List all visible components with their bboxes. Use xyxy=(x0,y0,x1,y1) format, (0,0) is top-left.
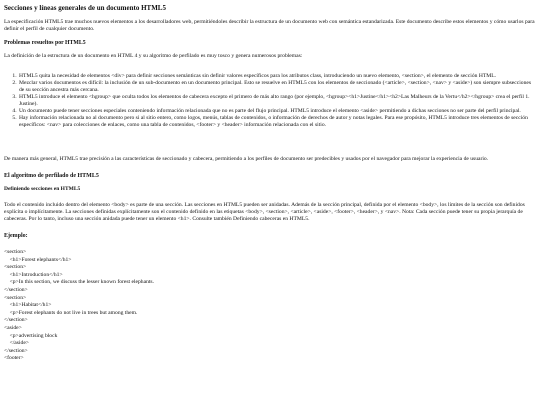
problems-list xyxy=(4,73,535,129)
algorithm-paragraph: Todo el contenido incluido dentro del elemento <body> es parte de una sección. Las secciones en HTML5 pueden ser anidadas. Además de la sección principal, definida por el elemento <body>, los límites de la sección son definidos explícita o implícitamente. La secciones definidas explícitamente son el contenido definido en las etiquetas <body>, <section>, <article>, <aside>, <footer>, <header>, y <nav>. Nota: Cada sección puede tener su propia jerarquía de cabeceras. Por lo tanto, incluso una sección anidada puede tener un elemento <h1>. Consulte también Definiendo cabeceras en HTML5. xyxy=(4,202,525,222)
problem-item: 3. HTML5 introduce el elemento <hgroup> que oculta todos los elementos de cabecera excepto el primero de más alto rango (por ejemplo, <hgroup><h1>Justine</h1><h2>Las Malheurs de la Vertu</h2></hgroup> crea el perfil 1. Justine). xyxy=(18,94,535,108)
problem-item: 2. Mezclar varios documentos es difícil: la inclusión de un sub-documento en un documento principal. Esto se resuelve en HTML5 con los elementos de seccionado (<article>, <section>, <nav> y <aside>) son siempre subsecciones de su sección ancestra más cercana. xyxy=(18,80,535,94)
code-line: <h1>Introduction</h1> xyxy=(4,271,63,278)
code-line: <h1>Habitat</h1> xyxy=(4,302,52,309)
code-line: </aside> xyxy=(4,340,29,347)
problem-item: 1. HTML5 quita la necesidad de elementos <div> para definir secciones semánticas sin definir valores específicos para los atributos class, introduciendo un nuevo elemento, <section>, el elemento de sección HTML. xyxy=(18,73,535,80)
code-line: </section> xyxy=(4,317,28,324)
code-line: <section> xyxy=(4,264,27,271)
code-example xyxy=(4,249,535,363)
spacer xyxy=(4,129,535,156)
page-title: Secciones y líneas generales de un documento HTML5 xyxy=(4,4,166,12)
problem-item: 5. Hay información relacionada no al documento pero si al sitio entero, como logos, menús, tablas de contenidos, o información de derechos de autor y notas legales. Para ese propósito, HTML5 introduce tres elementos de sección específicos: <nav> para colecciones de enlaces, como una tabla de contenidos, <footer> y <header> información relacionada con el sitio. xyxy=(18,115,535,129)
code-line: <p>In this section, we discuss the lesser known forest elephants. xyxy=(4,279,155,286)
code-line: <aside> xyxy=(4,324,22,331)
code-line: <footer> xyxy=(4,355,24,362)
algorithm-heading: El algoritmo de perfilado de HTML5 xyxy=(4,173,99,179)
problem-item: 4. Un documento puede tener secciones especiales conteniendo información relacionada que no es parte del flujo principal. HTML5 introduce el elemento <aside> permitiendo a dichas secciones no ser parte del perfil principal. xyxy=(18,108,535,115)
code-line: <section> xyxy=(4,249,27,255)
problems-intro-paragraph: La definición de la estructura de un documento en HTML 4 y su algoritmo de perfilado es muy tosco y genera numerosos problemas: xyxy=(4,53,303,59)
example-heading: Ejemplo: xyxy=(4,233,28,239)
problems-heading: Problemas resueltos por HTML5 xyxy=(4,40,86,46)
code-line: <h1>Forest elephants</h1> xyxy=(4,256,72,263)
code-line: <section> xyxy=(4,294,27,301)
intro-paragraph: La especificación HTML5 trae muchos nuevos elementos a los desarrolladores web, permitiéndoles describir la estructura de un documento web con semántica estandarizada. Este documento describe estos elementos y cómo usarlos para definir el perfil de cualquier documento. xyxy=(4,19,535,32)
summary-paragraph: De manera más general, HTML5 trae precisión a las características de seccionado y cabecera, permitiendo a los perfiles de documento ser predecibles y usados por el navegador para mejorar la experiencia de usuario. xyxy=(4,156,489,162)
code-line: </section> xyxy=(4,347,28,354)
code-line: <p>advertising block xyxy=(4,332,58,339)
sections-subheading: Definiendo secciones en HTML5 xyxy=(4,186,81,192)
code-line: <p>Forest elephants do not live in trees but among them. xyxy=(4,309,138,316)
code-line: </section> xyxy=(4,286,28,293)
